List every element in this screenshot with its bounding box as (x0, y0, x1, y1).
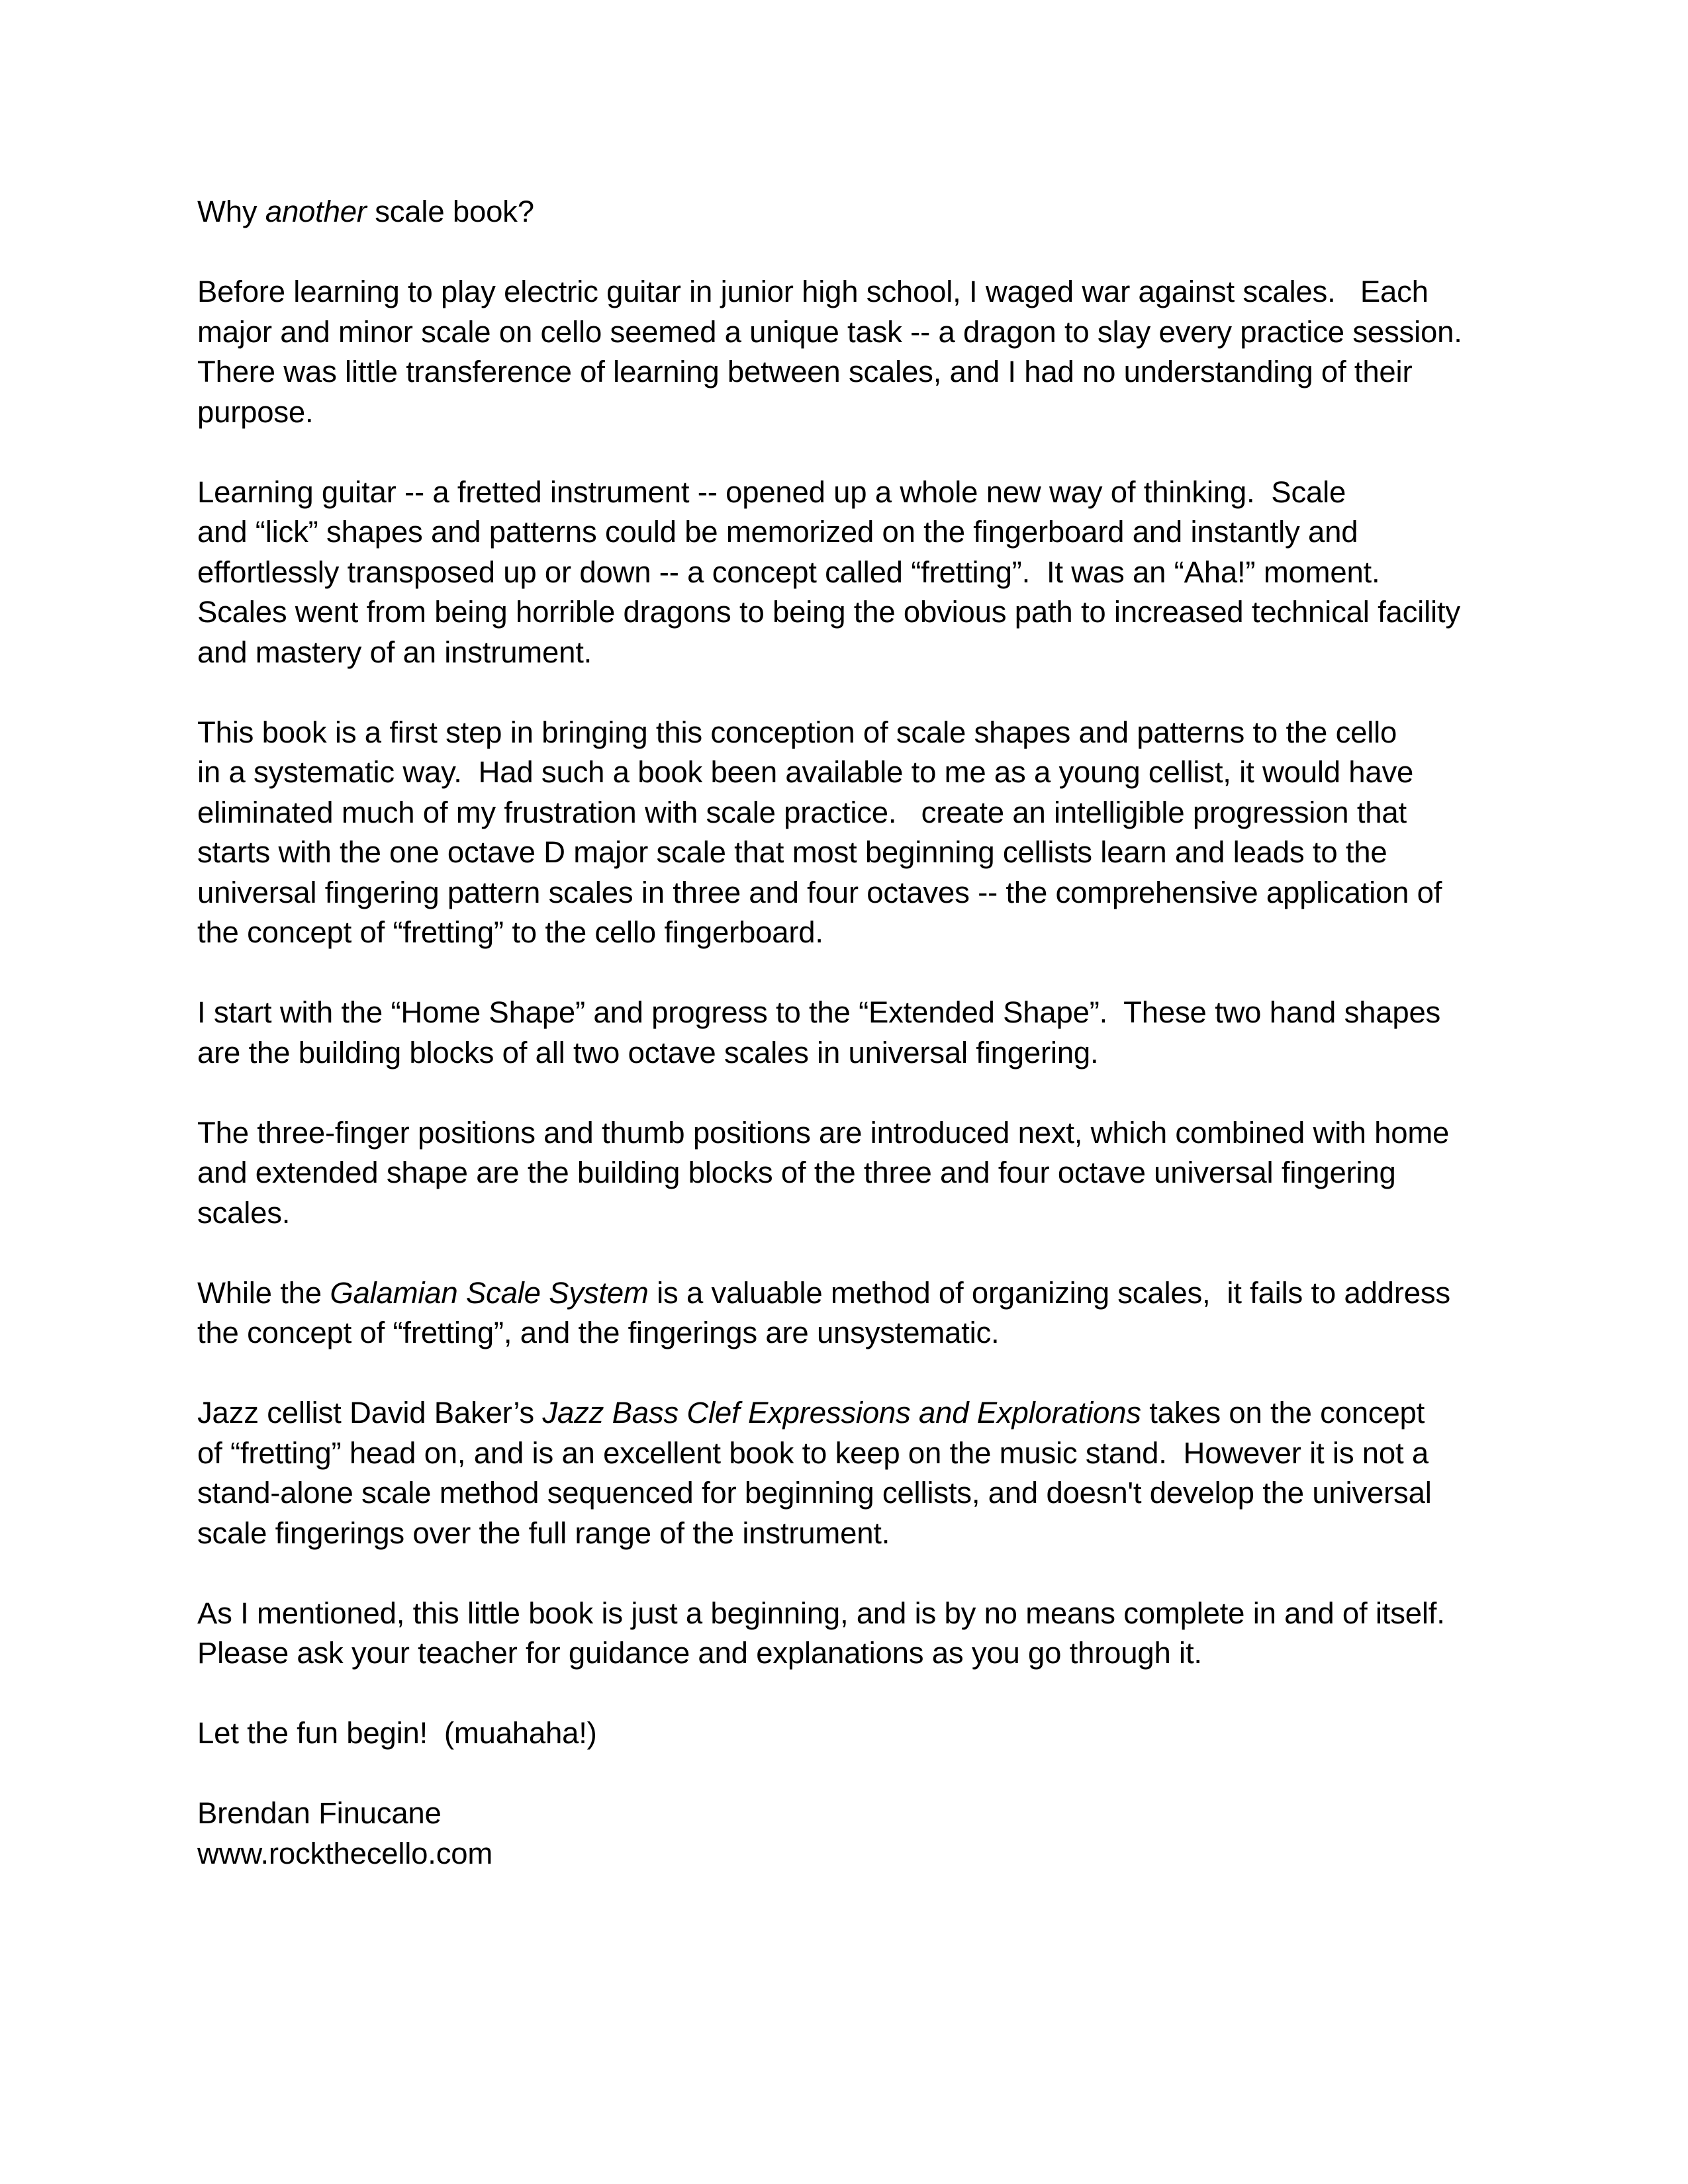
text-span: is a valuable method of organizing scales, it fails to address (648, 1275, 1450, 1310)
text-line: As I mentioned, this little book is just a beginning, and is by no means complete in and of itself. (197, 1596, 1445, 1630)
text-line: and “lick” shapes and patterns could be memorized on the fingerboard and instantly and (197, 515, 1358, 549)
text-line: are the building blocks of all two octave scales in universal fingering. (197, 1035, 1099, 1069)
paragraph-closing (197, 1594, 1521, 1674)
author-name: Brendan Finucane (197, 1796, 442, 1830)
text-line: and extended shape are the building blocks of the three and four octave universal fingering (197, 1156, 1396, 1189)
text-line: There was little transference of learning between scales, and I had no understanding of their (197, 355, 1413, 388)
text-line: I start with the “Home Shape” and progress to the “Extended Shape”. These two hand shapes (197, 995, 1441, 1029)
text-line: stand-alone scale method sequenced for beginning cellists, and doesn't develop the universal (197, 1476, 1432, 1510)
text-line (197, 1393, 1521, 1433)
paragraph-baker (197, 1393, 1521, 1553)
paragraph-galamian (197, 1273, 1521, 1353)
text-line: eliminated much of my frustration with scale practice. create an intelligible progression that (197, 795, 1407, 829)
paragraph-shapes (197, 993, 1521, 1073)
document-page (197, 192, 1521, 1874)
text-line: universal fingering pattern scales in three and four octaves -- the comprehensive application of (197, 875, 1442, 909)
text-line: major and minor scale on cello seemed a unique task -- a dragon to slay every practice session. (197, 314, 1462, 349)
document-title (197, 192, 1521, 232)
text-line: purpose. (197, 394, 314, 429)
book-title-baker: Jazz Bass Clef Expressions and Explorations (542, 1396, 1141, 1430)
text-span: takes on the concept (1141, 1396, 1425, 1430)
text-line: Learning guitar -- a fretted instrument -- opened up a whole new way of thinking. Scale (197, 475, 1346, 509)
text-line: scale fingerings over the full range of the instrument. (197, 1516, 890, 1550)
signature (197, 1794, 1521, 1874)
text-line: Scales went from being horrible dragons to being the obvious path to increased technical facility (197, 595, 1460, 629)
text-span: Jazz cellist David Baker’s (197, 1396, 543, 1430)
text-line: Let the fun begin! (muahaha!) (197, 1716, 597, 1750)
text-span: While the (197, 1275, 330, 1310)
title-emphasis: another (265, 195, 367, 228)
text-line: the concept of “fretting”, and the fingerings are unsystematic. (197, 1316, 1000, 1349)
text-line: of “fretting” head on, and is an excellent book to keep on the music stand. However it is not a (197, 1435, 1429, 1470)
text-line: in a systematic way. Had such a book been available to me as a young cellist, it would have (197, 755, 1414, 789)
text-line: starts with the one octave D major scale that most beginning cellists learn and leads to the (197, 835, 1387, 869)
text-line: Please ask your teacher for guidance and explanations as you go through it. (197, 1636, 1202, 1670)
paragraph-fun (197, 1713, 1521, 1754)
paragraph-intro (197, 272, 1521, 432)
author-website: www.rockthecello.com (197, 1836, 493, 1870)
title-text: Why (197, 195, 265, 228)
paragraph-guitar (197, 473, 1521, 673)
text-line: This book is a first step in bringing this conception of scale shapes and patterns to the cello (197, 715, 1397, 749)
text-line: the concept of “fretting” to the cello fingerboard. (197, 915, 823, 949)
text-line (197, 1273, 1521, 1314)
book-title-galamian: Galamian Scale System (330, 1275, 649, 1310)
paragraph-positions (197, 1113, 1521, 1234)
title-text: scale book? (366, 195, 534, 228)
text-line: Before learning to play electric guitar in junior high school, I waged war against scales. Each (197, 275, 1429, 308)
text-line: effortlessly transposed up or down -- a concept called “fretting”. It was an “Aha!” moment. (197, 555, 1380, 589)
paragraph-this-book (197, 713, 1521, 953)
text-line: scales. (197, 1195, 291, 1230)
text-line: The three-finger positions and thumb positions are introduced next, which combined with home (197, 1115, 1450, 1150)
text-line: and mastery of an instrument. (197, 635, 592, 669)
